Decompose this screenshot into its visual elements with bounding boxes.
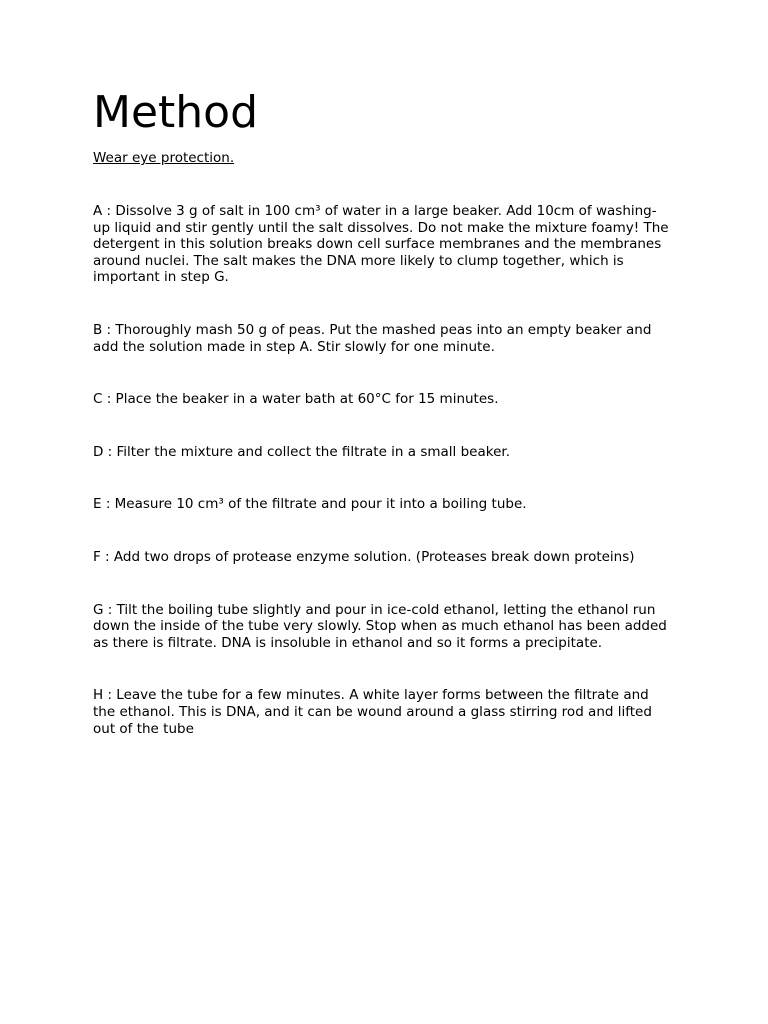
step-d: D : Filter the mixture and collect the filtrate in a small beaker. [93, 443, 510, 460]
step-f: F : Add two drops of protease enzyme solution. (Proteases break down proteins) [93, 548, 635, 565]
step-g: G : Tilt the boiling tube slightly and pour in ice-cold ethanol, letting the ethanol run down the inside of the tube very slowly. Stop when as much ethanol has been added as there is filtrate. DNA is insoluble in ethanol and so it forms a precipitate. [93, 601, 667, 651]
step-c: C : Place the beaker in a water bath at 60°C for 15 minutes. [93, 391, 499, 408]
document-page [93, 86, 673, 737]
safety-warning: Wear eye protection. [93, 150, 235, 166]
step-a: A : Dissolve 3 g of salt in 100 cm³ of water in a large beaker. Add 10cm of washing-up liquid and stir gently until the salt dissolves. Do not make the mixture foamy! The detergent in this solution breaks down cell surface membranes and the membranes around nuclei. The salt makes the DNA more likely to clump together, which is important in step G. [93, 203, 669, 286]
step-e: E : Measure 10 cm³ of the filtrate and pour it into a boiling tube. [93, 496, 527, 513]
page-title: Method [93, 87, 259, 138]
step-b: B : Thoroughly mash 50 g of peas. Put the mashed peas into an empty beaker and add the solution made in step A. Stir slowly for one minute. [93, 321, 652, 355]
step-h: H : Leave the tube for a few minutes. A white layer forms between the filtrate and the ethanol. This is DNA, and it can be wound around a glass stirring rod and lifted out of the tube [93, 687, 652, 737]
method-steps [93, 203, 673, 737]
